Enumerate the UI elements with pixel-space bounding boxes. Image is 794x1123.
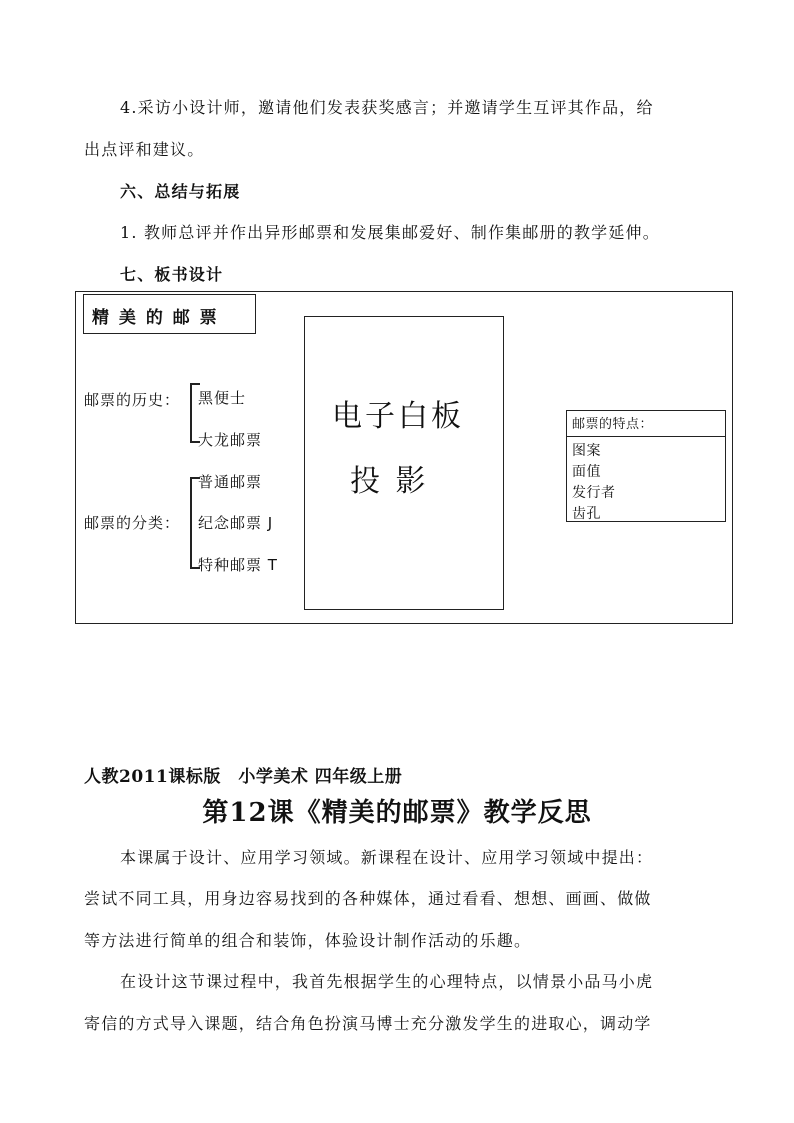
section4-line2: 出点评和建议。 — [84, 140, 205, 159]
section4-line1: 4.采访小设计师，邀请他们发表获奖感言；并邀请学生互评其作品，给 — [120, 98, 654, 117]
projector-line2: 投 影 — [350, 464, 429, 499]
section6-item1: 1. 教师总评并作出异形邮票和发展集邮爱好、制作集邮册的教学延伸。 — [120, 223, 660, 242]
board-title: 精 美 的 邮 票 — [92, 308, 219, 328]
classification-item: 普通邮票 — [198, 473, 263, 491]
feature-item: 图案 — [572, 443, 601, 459]
history-brace-top — [190, 383, 200, 385]
section7-heading: 七、板书设计 — [120, 265, 224, 284]
classification-brace — [190, 477, 192, 569]
reflection-line: 在设计这节课过程中，我首先根据学生的心理特点，以情景小品马小虎 — [120, 972, 654, 991]
reflection-title: 第12课《精美的邮票》教学反思 — [202, 798, 592, 828]
feature-item: 面值 — [572, 464, 601, 480]
classification-item: 纪念邮票 J — [198, 514, 274, 532]
history-item: 大龙邮票 — [198, 431, 263, 449]
feature-item: 齿孔 — [572, 506, 601, 522]
projector-line1: 电子白板 — [332, 399, 464, 434]
classification-item: 特种邮票 T — [198, 556, 278, 574]
history-label: 邮票的历史： — [84, 391, 181, 409]
features-title: 邮票的特点： — [572, 417, 654, 432]
feature-item: 发行者 — [572, 485, 616, 501]
edition-line: 人教2011课标版 小学美术 四年级上册 — [84, 767, 403, 787]
reflection-line: 尝试不同工具，用身边容易找到的各种媒体，通过看看、想想、画画、做做 — [84, 889, 652, 908]
reflection-line: 寄信的方式导入课题，结合角色扮演马博士充分激发学生的进取心，调动学 — [84, 1014, 652, 1033]
section6-heading: 六、总结与拓展 — [120, 182, 241, 201]
classification-label: 邮票的分类： — [84, 514, 181, 532]
history-item: 黑便士 — [198, 389, 247, 407]
history-brace — [190, 383, 192, 443]
features-divider — [566, 436, 726, 437]
reflection-line: 等方法进行简单的组合和装饰，体验设计制作活动的乐趣。 — [84, 931, 532, 950]
reflection-line: 本课属于设计、应用学习领域。新课程在设计、应用学习领域中提出： — [120, 848, 654, 867]
